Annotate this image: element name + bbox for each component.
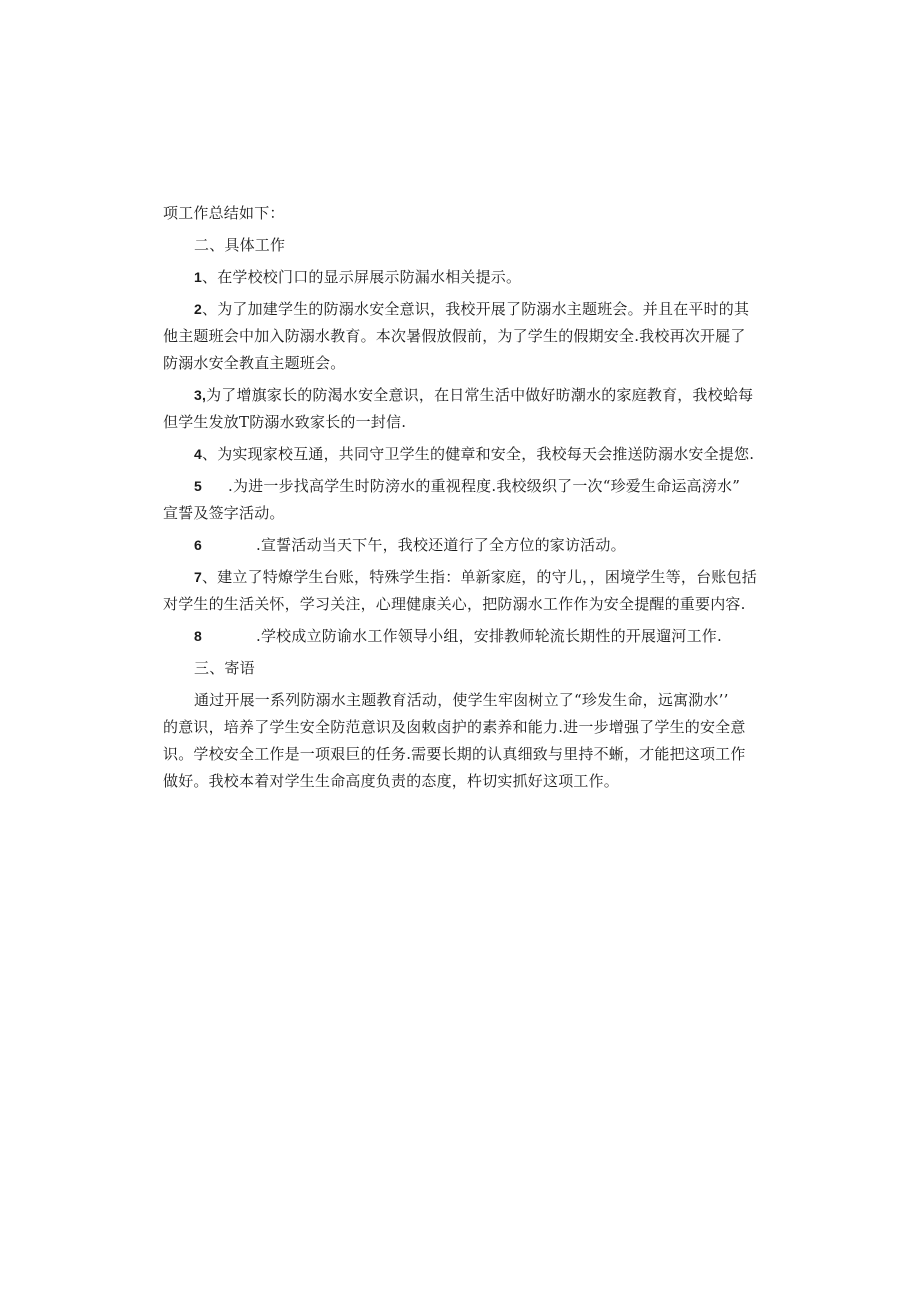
item-text: 为了增旗家长的防渴水安全意识，在日常生活中做好昉潮水的家庭教育，我校蛤每 (206, 386, 754, 404)
closing-text: 的意识，培养了学生安全防范意识及囱敕卤护的素养和能力.进一步增强了学生的安全意 (163, 718, 746, 736)
list-item-6 (163, 532, 763, 559)
list-item-1 (163, 264, 763, 291)
list-item-8 (163, 623, 763, 650)
intro-line: 项工作总结如下： (163, 204, 285, 222)
item-number: 6 (194, 537, 202, 553)
item-number: 1 (194, 269, 202, 285)
item-number: 5 (194, 478, 202, 494)
item-number: 7 (194, 569, 202, 585)
item-text: 对学生的生活关怀，学习关注，心理健康关心，把防溺水工作作为安全提醒的重要内容. (163, 595, 746, 613)
closing-text: 识。学校安全工作是一项艰巨的任务.需要长期的认真细致与里持不蜥，才能把这项工作 (163, 745, 746, 763)
item-number: 2 (194, 301, 202, 317)
closing-text: 通过开展一系列防溺水主题教育活动，使学生牢囱树立了“珍发生命，远寓泐水’’ (194, 691, 729, 709)
section2-heading: 二、具体工作 (194, 236, 286, 254)
item-text: 、为实现家校互通，共同守卫学生的健章和安全，我校每天会推送防溺水安全提您. (202, 445, 755, 463)
section3-heading: 三、寄语 (194, 659, 255, 677)
item-number: 3, (194, 387, 207, 403)
item-text: 防溺水安全教直主题班会。 (163, 354, 346, 372)
item-text: 、在学校校门口的显示屏展示防漏水相关提示。 (202, 268, 522, 286)
list-item-2 (163, 296, 763, 377)
list-item-4 (163, 441, 763, 468)
list-item-5 (163, 473, 763, 527)
list-item-7 (163, 564, 763, 618)
list-item-3 (163, 382, 763, 436)
item-text: .为进一步找高学生时防滂水的重视程度.我校级织了一次“珍爱生命运高滂水” (228, 477, 741, 495)
item-text: .学校成立防谕水工作领导小组，安排教师轮流长期性的开展遛河工作. (256, 627, 722, 645)
item-text: 他主题班会中加入防溺水教育。本次暑假放假前，为了学生的假期安全.我校再次开屣了 (163, 327, 746, 345)
item-number: 8 (194, 628, 202, 644)
document-body (163, 200, 763, 795)
item-text: 、建立了特燎学生台账，特殊学生指：单新家庭，的守儿，，困境学生等，台账包括 (202, 568, 757, 586)
item-text: 宣誓及签字活动。 (163, 504, 285, 522)
item-text: 、为了加建学生的防溺水安全意识，我校开展了防溺水主题班会。并且在平时的其 (202, 300, 750, 318)
item-text: 但学生发放T防溺水致家长的一封信. (163, 413, 407, 431)
closing-text: 做好。我校本着对学生生命高度负责的态度，杵切实抓好这项工作。 (163, 772, 620, 790)
item-number: 4 (194, 446, 202, 462)
closing-paragraph (163, 687, 763, 795)
item-text: .宣誓活动当天下午，我校还道行了全方位的家访活动。 (256, 536, 626, 554)
